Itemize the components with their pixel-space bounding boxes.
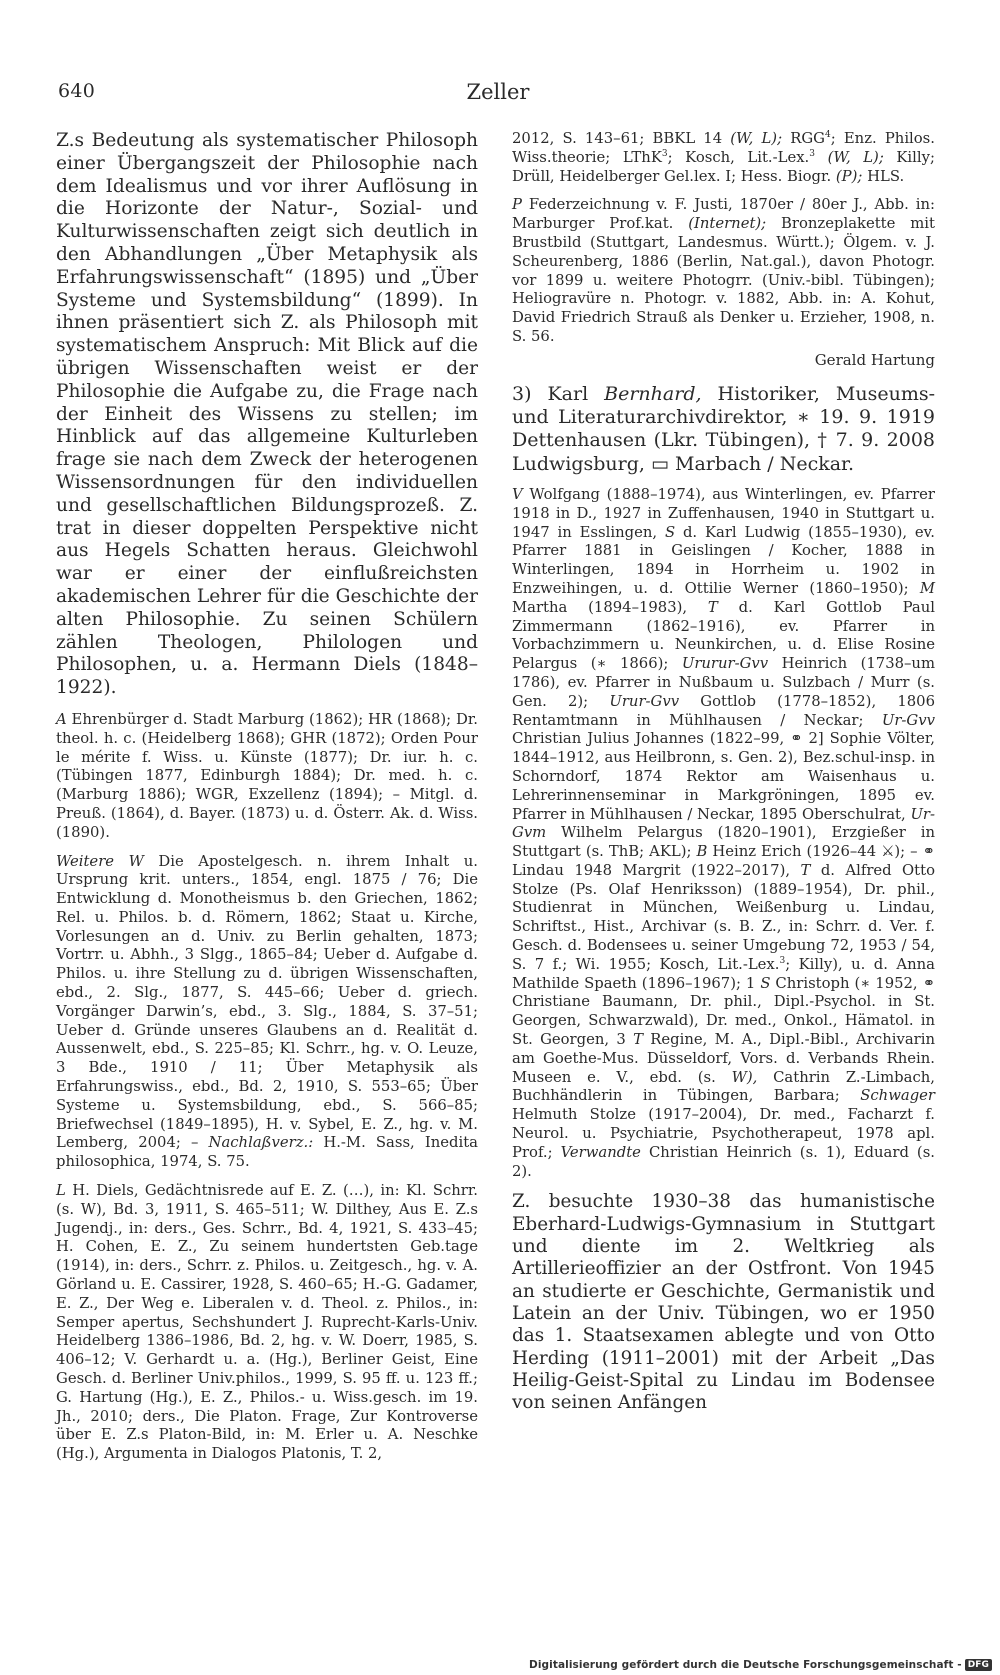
literature-continued bbox=[512, 130, 935, 186]
text-run: Federzeichnung v. F. Justi, 1870er / 80er J., Abb. in: Marburger Prof.kat. bbox=[512, 196, 935, 233]
section-label: A bbox=[56, 710, 67, 728]
text-run: Helmuth Stolze (1917–2004), Dr. med., Facharzt f. Neurol. u. Psychiatrie, Psychotherapeut, 1978 apl. Prof.; bbox=[512, 1106, 935, 1161]
text-run: Ur-Gvm bbox=[512, 805, 935, 842]
text-run: Wilhelm Pelargus (1820–1901), Erzgießer in Stuttgart (s. ThB; AKL); bbox=[512, 824, 935, 861]
text-run: M bbox=[919, 579, 935, 597]
superscript: 4 bbox=[825, 130, 831, 141]
text-run: Urur-Gvv bbox=[609, 692, 680, 710]
section-label: L bbox=[56, 1182, 66, 1200]
text-run: Ur-Gvv bbox=[881, 711, 935, 729]
portraits-paragraph bbox=[512, 196, 935, 346]
text-run: Schwager bbox=[860, 1087, 935, 1105]
text-run: S bbox=[760, 974, 771, 992]
body-paragraph: Z. besuchte 1930–38 das humanistische Eberhard-Ludwigs-Gymnasium in Stuttgart und diente im 2. Weltkrieg als Artillerieoffizier an der Ostfront. Von 1945 an studierte er Geschichte, Germanistik und Latein an der Univ. Tübingen, wo er 1950 das 1. Staatsexamen ablegte und von Otto Herding (1911–2001) mit der Arbeit „Das Heilig-Geist-Spital zu Lindau im Bodensee von seinen Anfängen bbox=[512, 1191, 935, 1414]
text-run: T bbox=[633, 1031, 643, 1049]
text-run: Ururur-Gvv bbox=[681, 655, 769, 673]
text-run: Christian Julius Johannes (1822–99, ⚭ 2] Sophie Völter, 1844–1912, aus Heilbronn, s. Gen. 2), Bez.schul-insp. in Schorndorf, 1874 Rektor am Waisenhaus u. Lehrerinnenseminar in Markgröningen, 1895 ev. Pfarrer in Mühlhausen / Neckar, 1895 Oberschulrat, bbox=[512, 730, 935, 823]
footer-text: Digitalisierung gefördert durch die Deutsche Forschungsgemeinschaft - bbox=[529, 1659, 962, 1671]
section-label: Nachlaßverz.: bbox=[208, 1134, 314, 1152]
text-run: Regine, M. A., Dipl.-Bibl., Archivarin am Goethe-Mus. Düsseldorf, Vors. d. Verbands Rhein. Museen e. V., ebd. (s. bbox=[512, 1031, 935, 1086]
superscript: 3 bbox=[809, 148, 815, 159]
text-run: (W, L); bbox=[827, 148, 884, 166]
author-signature: Gerald Hartung bbox=[814, 350, 935, 369]
text-run: Christoph (∗ 1952, ⚭ Christiane Baumann, Dr. phil., Dipl.-Psychol. in St. Georgen, Schwarzwald), Dr. med., Onkol., Hämatol. in St. Georgen, 3 bbox=[512, 974, 935, 1049]
page-header bbox=[58, 80, 938, 110]
left-column bbox=[56, 130, 478, 1474]
text-run: d. Alfred Otto Stolze (Ps. Olaf Henriksson) (1889–1954), Dr. phil., Studienrat in München, Weißenburg u. Lindau, Schriftst., Hist., Archivar (s. B. Z., in: Schrr. d. Ver. f. Gesch. d. Bodensees u. seiner Umgebung 72, 1953 / 54, S. 7 f.; Wi. 1955; Kosch, Lit.-Lex. bbox=[512, 861, 935, 973]
works-text: Die Apostelgesch. n. ihrem Inhalt u. Ursprung krit. unters., 1854, engl. 1875 / 76; Die Entwicklung d. Monotheismus b. den Griechen, 1862; Rel. u. Philos. b. d. Römern, 1862; Staat u. Kirche, Vorlesungen an d. Univ. zu Berlin gehalten, 1873; Vortrr. u. Abhh., 3 Slgg., 1865–84; Ueber d. Aufgabe d. Philos. u. ihre Stellung zu d. übrigen Wissenschaften, ebd., 2. Slg., 1877, S. 445–66; Ueber d. griech. Vorgänger Darwin’s, ebd., 3. Slg., 1884, S. 37–51; Ueber d. Gründe unseres Glaubens an d. Realität d. Aussenwelt, ebd., S. 225–85; Kl. Schrr., hg. v. O. Leuze, 3 Bde., 1910 / 11; Über Metaphysik als Erfahrungswiss., ebd., Bd. 2, 1910, S. 553–65; Über Systeme u. Systemsbildung, ebd., S. 566–85; Briefwechsel (1849–1895), H. v. Sybel, E. Z., hg. v. M. Lemberg, 2004; – bbox=[56, 852, 479, 1152]
text-run: Heinrich (1738–um 1786), ev. Pfarrer in Nußbaum u. Sulzbach / Murr (s. Gen. 2); bbox=[512, 655, 935, 710]
text-run: ; Kosch, Lit.-Lex. bbox=[667, 148, 810, 166]
text-run: T bbox=[707, 598, 718, 616]
text-run: Christian Heinrich (s. 1), Eduard (s. 2). bbox=[512, 1143, 935, 1180]
text-run: Wolfgang (1888–1974), aus Winterlingen, ev. Pfarrer 1918 in D., 1927 in Zuffenhausen, 1940 in Stuttgart u. 1947 in Esslingen, bbox=[512, 485, 935, 541]
superscript: 3 bbox=[661, 148, 668, 159]
text-run: Bronzeplakette mit Brustbild (Stuttgart, Landesmus. Württ.); Ölgem. v. J. Scheurenberg, 1886 (Berlin, Nat.gal.), davon Photogr. vor 1899 u. weitere Photogrr. (Univ.-bibl. Tübingen); Heliogravüre n. Photogr. v. 1882, Abb. in: A. Kohut, David Friedrich Strauß als Denker u. Erzieher, 1908, n. S. 56. bbox=[512, 215, 935, 345]
text-run: B bbox=[696, 843, 708, 861]
text-run: Cathrin Z.-Limbach, Buchhändlerin in Tübingen, Barbara; bbox=[512, 1068, 935, 1105]
nachlass-text: H.-M. Sass, Inedita philosophica, 1974, S. 75. bbox=[56, 1134, 478, 1171]
works-paragraph bbox=[56, 853, 478, 1173]
text-run: (W, L); bbox=[730, 130, 783, 147]
text-run: T bbox=[800, 861, 811, 879]
text-run: Bernhard, bbox=[604, 382, 702, 405]
section-label: Weitere W bbox=[56, 852, 144, 870]
text-run: Verwandte bbox=[560, 1143, 641, 1161]
text-run: ; Killy), u. d. Anna Mathilde Spaeth (1896–1967); 1 bbox=[512, 955, 935, 992]
right-column bbox=[512, 130, 935, 1414]
text-run: ; Enz. Philos. Wiss.theorie; LThK bbox=[512, 130, 935, 166]
text-run: (P); bbox=[835, 167, 863, 185]
text-run: Heinz Erich (1926–44 ⚔); – ⚭ Lindau 1948 Margrit (1922–2017), bbox=[512, 843, 935, 879]
text-run: d. Karl Gottlob Paul Zimmermann (1862–1916), ev. Pfarrer in Vorbachzimmern u. Neunkirchen, u. d. Elise Rosine Pelargus (∗ 1866); bbox=[512, 598, 935, 673]
text-run: d. Karl Ludwig (1855–1930), ev. Pfarrer 1881 in Geislingen / Kocher, 1888 in Winterlingen, 1894 in Horrheim u. 1902 in Enzweihingen, u. d. Ottilie Werner (1860–1950); bbox=[512, 523, 935, 597]
superscript: 3 bbox=[779, 955, 786, 966]
dfg-logo-icon: DFG bbox=[965, 1659, 992, 1671]
body-paragraph: Z.s Bedeutung als systematischer Philosoph einer Übergangszeit der Philosophie nach dem Idealismus und vor ihrer Auflösung in die Horizonte der Natur-, Sozial- und Kulturwissenschaften zeigt sich deutlich in den Abhandlungen „Über Metaphysik als Erfahrungswissenschaft“ (1895) und „Über Systeme und Systemsbildung“ (1899). In ihnen präsentiert sich Z. als Philosoph mit systematischem Anspruch: Mit Blick auf die übrigen Wissenschaften weist er der Philosophie die Aufgabe zu, die Frage nach der Einheit des Wissens zu stellen; im Hinblick auf das allgemeine Kulturleben frage sie nach dem Zweck der heterogenen Wissensordnungen für den individuellen und gesellschaftlichen Bildungsprozeß. Z. trat in dieser doppelten Perspektive nicht aus Hegels Schatten heraus. Gleichwohl war er einer der einflußreichsten akademischen Lehrer für die Geschichte der alten Philosophie. Zu seinen Schülern zählen Theologen, Philologen und Philosophen, u. a. Hermann Diels (1848–1922). bbox=[56, 130, 478, 699]
literature-text: H. Diels, Gedächtnisrede auf E. Z. (…), in: Kl. Schrr. (s. W), Bd. 3, 1911, S. 465–511; W. Dilthey, Aus E. Z.s Jugendj., in: ders., Ges. Schrr., Bd. 4, 1921, S. 433–45; H. Cohen, E. Z., Zu seinem hundertsten Geb.tage (1914), in: ders., Schrr. z. Philos. u. Zeitgesch., hg. v. A. Görland u. E. Cassirer, 1928, S. 460–65; H.-G. Gadamer, E. Z., Der Weg e. Liberalen v. d. Theol. z. Philos., in: Semper apertus, Sechshundert J. Ruprecht-Karls-Univ. Heidelberg 1386–1986, Bd. 2, hg. v. W. Doerr, 1985, S. 406–12; V. Gerhardt u. a. (Hg.), Berliner Geist, Eine Gesch. d. Berliner Univ.philos., 1999, S. 95 ff. u. 123 ff.; G. Hartung (Hg.), E. Z., Philos.- u. Wiss.gesch. im 19. Jh., 2010; ders., Die Platon. Frage, Zur Kontroverse über E. Z.s Platon-Bild, in: M. Erler u. A. Neschke (Hg.), Argumenta in Dialogos Platonis, T. 2, bbox=[56, 1182, 478, 1463]
text-run: Gottlob (1778–1852), 1806 Rentamtmann in Mühlhausen / Neckar; bbox=[512, 692, 935, 729]
running-head: Zeller bbox=[466, 80, 530, 104]
text-run: 3) Karl bbox=[512, 382, 589, 405]
text-run: Historiker, Museums- und Literaturarchivdirektor, ∗ 19. 9. 1919 Dettenhausen (Lkr. Tübingen), † 7. 9. 2008 Ludwigsburg, ▭ Marbach / Neckar. bbox=[512, 382, 936, 475]
literature-paragraph bbox=[56, 1182, 478, 1464]
text-run: 2012, S. 143–61; BBKL 14 bbox=[512, 130, 723, 147]
section-label: V bbox=[512, 485, 523, 503]
text-run: W), bbox=[731, 1068, 758, 1086]
text-run: Killy; Drüll, Heidelberger Gel.lex. I; Hess. Biogr. bbox=[512, 148, 935, 185]
section-label: P bbox=[512, 196, 522, 214]
text-run: HLS. bbox=[867, 167, 905, 185]
honors-text: Ehrenbürger d. Stadt Marburg (1862); HR (1868); Dr. theol. h. c. (Heidelberg 1868); GHR (1872); Orden Pour le mérite f. Wiss. u. Künste (1877); Dr. iur. h. c. (Tübingen 1877, Edinburgh 1884); Dr. med. h. c. (Marburg 1886); WGR, Exzellenz (1894); – Mitgl. d. Preuß. (1864), d. Bayer. (1873) u. d. Österr. Ak. d. Wiss. (1890). bbox=[56, 710, 478, 841]
entry-heading bbox=[512, 383, 935, 476]
text-run: S bbox=[664, 523, 676, 541]
digitization-footer bbox=[529, 1659, 992, 1671]
genealogy-paragraph bbox=[512, 486, 935, 1181]
text-run: (Internet); bbox=[688, 215, 767, 233]
honors-paragraph bbox=[56, 711, 478, 843]
text-run: RGG bbox=[790, 130, 826, 147]
text-run: Martha (1894–1983), bbox=[512, 598, 688, 616]
page-number: 640 bbox=[58, 80, 96, 102]
